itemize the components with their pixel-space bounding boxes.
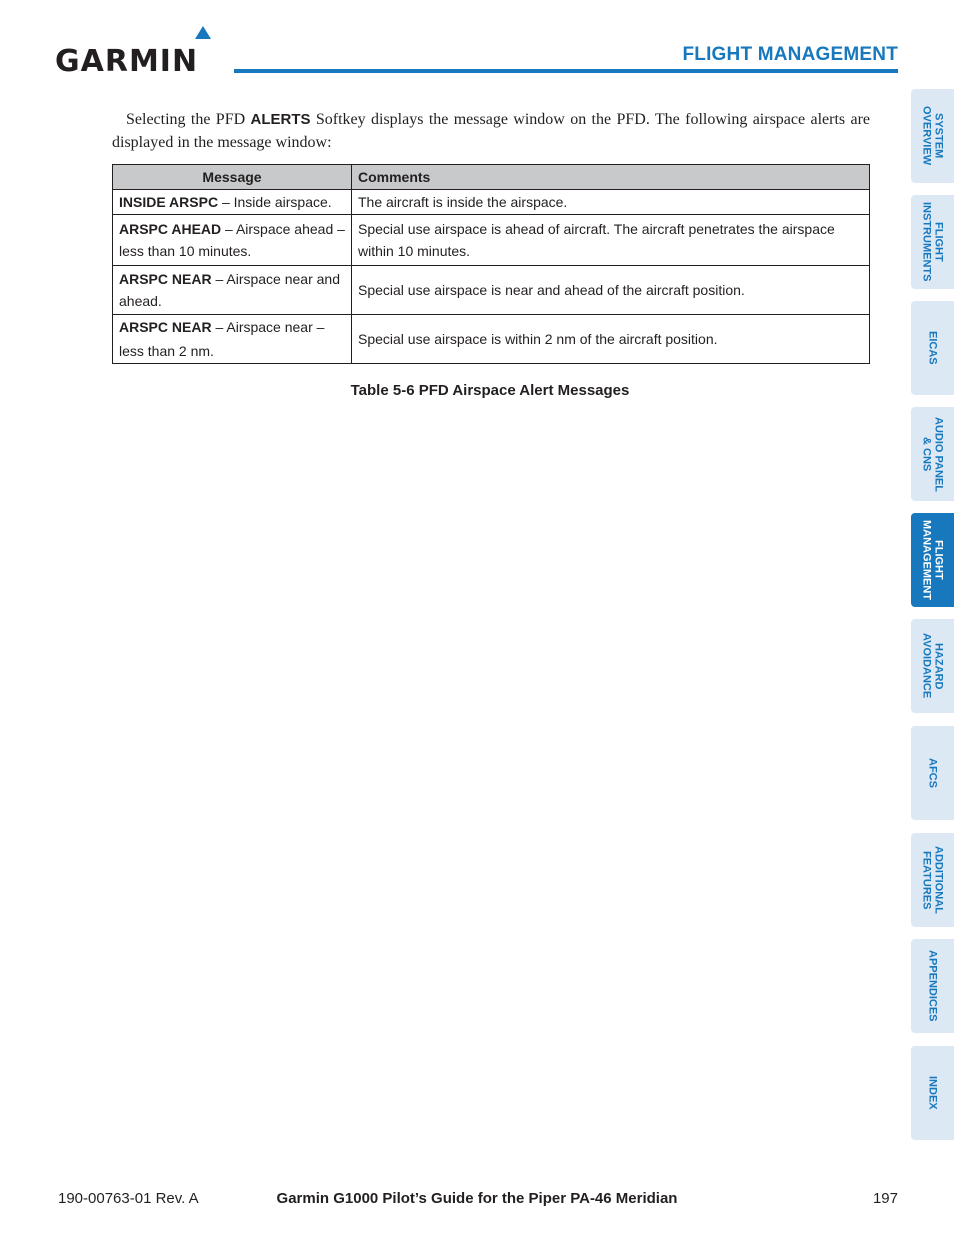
airspace-alert-table bbox=[112, 164, 870, 364]
message-description: – Airspace near and ahead. bbox=[119, 271, 340, 309]
tab-label: SYSTEM OVERVIEW bbox=[920, 106, 945, 166]
comment-cell: Special use airspace is near and ahead of the aircraft position. bbox=[352, 266, 870, 315]
tab-label: AFCS bbox=[926, 758, 939, 788]
table-row bbox=[113, 315, 870, 364]
table-row bbox=[113, 190, 870, 215]
table-caption: Table 5-6 PFD Airspace Alert Messages bbox=[350, 382, 630, 399]
footer-page-number: 197 bbox=[872, 1190, 898, 1207]
header-rule bbox=[234, 69, 898, 73]
tab-index[interactable] bbox=[911, 1046, 954, 1140]
tab-appendices[interactable] bbox=[911, 939, 954, 1033]
column-header-comments: Comments bbox=[352, 165, 870, 190]
logo-text: GARMIN bbox=[55, 44, 199, 79]
message-cell bbox=[113, 315, 352, 364]
message-code: ARSPC NEAR bbox=[119, 319, 212, 335]
tab-additional-features[interactable] bbox=[911, 833, 954, 927]
logo-triangle-icon bbox=[195, 26, 211, 39]
comment-cell: Special use airspace is within 2 nm of the aircraft position. bbox=[352, 315, 870, 364]
tab-audio-panel-cns[interactable] bbox=[911, 407, 954, 501]
tab-hazard-avoidance[interactable] bbox=[911, 619, 954, 713]
intro-paragraph bbox=[112, 108, 870, 154]
tab-flight-instruments[interactable] bbox=[911, 195, 954, 289]
message-description: – Airspace near – less than 2 nm. bbox=[119, 319, 325, 359]
table-row bbox=[113, 266, 870, 315]
message-cell bbox=[113, 266, 352, 315]
intro-after: Softkey displays the message window on the PFD. The following airspace alerts are displayed in the message window: bbox=[112, 111, 870, 151]
tab-label: ADDITIONAL FEATURES bbox=[920, 846, 945, 914]
tab-label: HAZARD AVOIDANCE bbox=[920, 633, 945, 699]
tab-label: FLIGHT INSTRUMENTS bbox=[920, 202, 945, 282]
message-code: ARSPC NEAR bbox=[119, 271, 212, 287]
tab-afcs[interactable] bbox=[911, 726, 954, 820]
tab-system-overview[interactable] bbox=[911, 89, 954, 183]
alerts-softkey-name: ALERTS bbox=[250, 111, 311, 128]
message-description: – Airspace ahead – less than 10 minutes. bbox=[119, 221, 345, 259]
garmin-logo bbox=[55, 26, 220, 79]
message-cell bbox=[113, 190, 352, 215]
message-code: ARSPC AHEAD bbox=[119, 221, 222, 237]
tab-label: FLIGHT MANAGEMENT bbox=[920, 519, 945, 601]
comment-cell: Special use airspace is ahead of aircraft. The aircraft penetrates the airspace within 10 minutes. bbox=[352, 215, 870, 266]
table-header-row bbox=[113, 165, 870, 190]
footer-title: Garmin G1000 Pilot’s Guide for the Piper PA-46 Meridian bbox=[276, 1190, 678, 1207]
section-title: FLIGHT MANAGEMENT bbox=[682, 44, 898, 65]
message-cell bbox=[113, 215, 352, 266]
message-description: – Inside airspace. bbox=[218, 194, 332, 210]
message-code: INSIDE ARSPC bbox=[119, 194, 219, 210]
intro-before: Selecting the PFD bbox=[126, 111, 251, 128]
tab-label: INDEX bbox=[926, 1076, 939, 1110]
comment-cell: The aircraft is inside the airspace. bbox=[352, 190, 870, 215]
tab-label: APPENDICES bbox=[926, 950, 939, 1022]
tab-eicas[interactable] bbox=[911, 301, 954, 395]
footer-doc-number: 190-00763-01 Rev. A bbox=[58, 1190, 199, 1207]
tab-label: EICAS bbox=[926, 331, 939, 365]
table-row bbox=[113, 215, 870, 266]
tab-flight-management[interactable] bbox=[911, 513, 954, 607]
tab-label: AUDIO PANEL & CNS bbox=[920, 416, 945, 492]
column-header-message: Message bbox=[113, 165, 352, 190]
